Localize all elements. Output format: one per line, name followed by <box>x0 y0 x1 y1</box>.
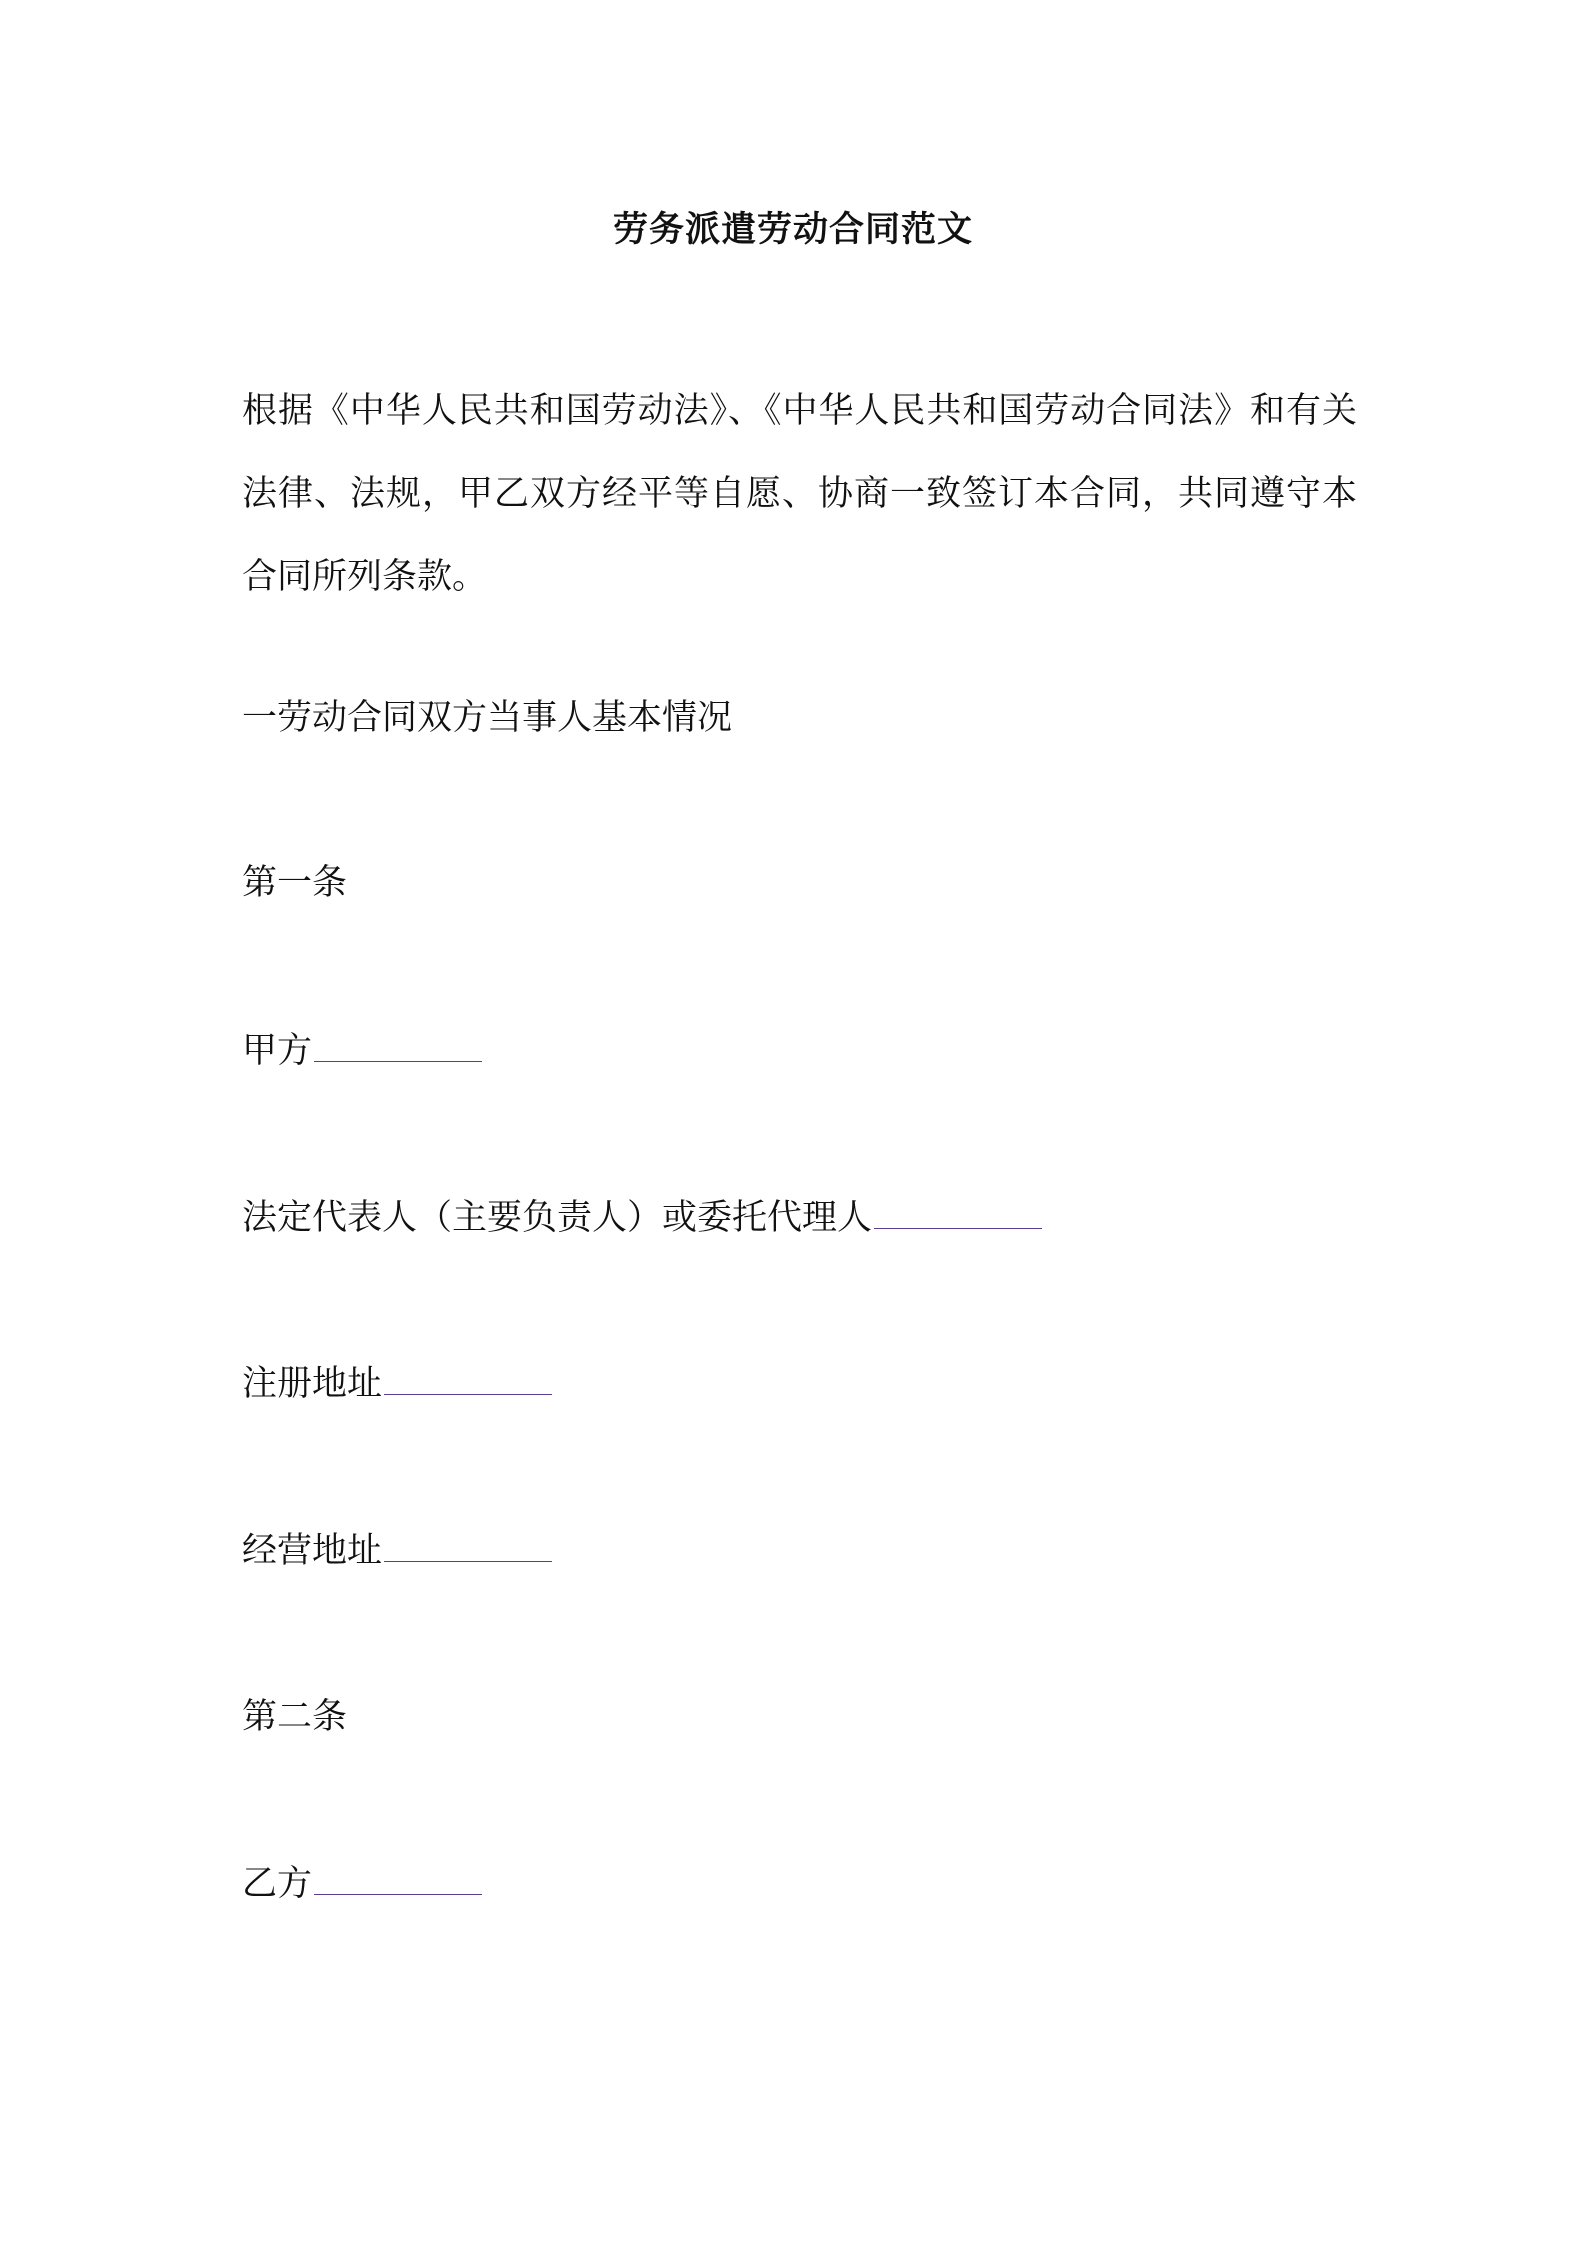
party-a-blank[interactable] <box>314 1025 482 1062</box>
party-a-label: 甲方 <box>242 1031 313 1071</box>
document-title: 劳务派遣劳动合同范文 <box>612 209 973 250</box>
party-b-label: 乙方 <box>242 1864 313 1904</box>
intro-paragraph: 根据《中华人民共和国劳动法》、《中华人民共和国劳动合同法》和有关法律、法规，甲乙双方经平等自愿、协商一致签订本合同，共同遵守本合同所列条款。 <box>242 391 1357 597</box>
registered-address-label: 注册地址 <box>242 1364 383 1404</box>
party-b-blank[interactable] <box>314 1858 482 1895</box>
registered-address-row <box>242 1358 552 1409</box>
representative-blank[interactable] <box>874 1192 1042 1229</box>
article-1-heading: 第一条 <box>242 863 348 903</box>
business-address-blank[interactable] <box>384 1525 552 1562</box>
article-2-heading: 第二条 <box>242 1697 348 1737</box>
section-heading: 一劳动合同双方当事人基本情况 <box>242 698 733 738</box>
registered-address-blank[interactable] <box>384 1358 552 1395</box>
representative-row <box>242 1192 1042 1243</box>
representative-label: 法定代表人（主要负责人）或委托代理人 <box>242 1198 873 1238</box>
party-b-row <box>242 1858 482 1909</box>
party-a-row <box>242 1025 482 1076</box>
business-address-row <box>242 1525 552 1576</box>
business-address-label: 经营地址 <box>242 1531 383 1571</box>
